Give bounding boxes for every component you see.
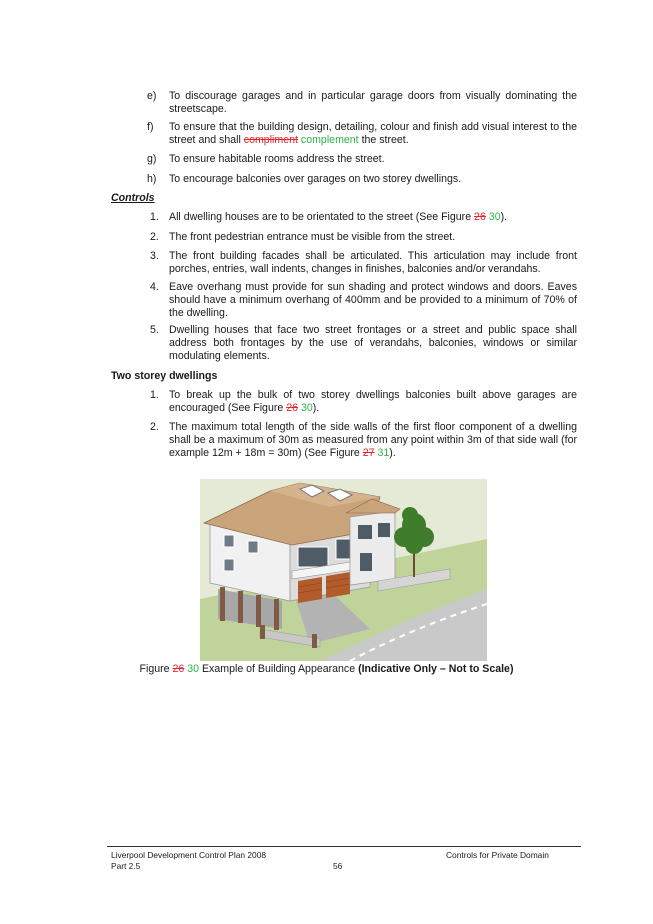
caption-note: (Indicative Only – Not to Scale) [358, 663, 514, 675]
list-marker: 1. [150, 389, 159, 401]
list-marker: 2. [150, 231, 159, 243]
list-marker: 4. [150, 281, 159, 293]
list-item-text: To break up the bulk of two storey dwellings balconies built above garages are encouraged (See Figure 26 30). [169, 389, 577, 415]
inserted-text: 30 [187, 663, 200, 675]
list-item-text: To ensure that the building design, detailing, colour and finish add visual interest to the street and shall compliment complement the street. [169, 121, 577, 147]
list-marker: 5. [150, 324, 159, 336]
inserted-text: 31 [377, 447, 390, 460]
footer-divider [107, 846, 581, 847]
list-marker: e) [147, 90, 157, 102]
two-storey-heading: Two storey dwellings [111, 370, 218, 382]
deleted-text: 26 [172, 663, 185, 675]
list-marker: 2. [150, 421, 159, 433]
list-item-text: To discourage garages and in particular garage doors from visually dominating the streetscape. [169, 90, 577, 116]
list-item-text: The front pedestrian entrance must be visible from the street. [169, 231, 456, 243]
deleted-text: 26 [474, 211, 486, 223]
house-illustration [200, 479, 487, 661]
list-marker: 3. [150, 250, 159, 262]
inserted-text: 30 [488, 211, 501, 223]
list-item-text: The maximum total length of the side walls of the first floor component of a dwelling shall be a maximum of 30m as measured from any point within 3m of that side wall (for example 12m + 18m = 30m) (See Figure 27 31). [169, 421, 577, 460]
list-item-text: To ensure habitable rooms address the street. [169, 153, 385, 165]
list-item-text: The front building facades shall be articulated. This articulation may include front porches, entries, wall indents, changes in finishes, balconies and/or verandahs. [169, 250, 577, 276]
footer-section: Controls for Private Domain [446, 850, 549, 860]
list-item-text: Dwelling houses that face two street frontages or a street and public space shall address both frontages by the use of verandahs, balconies, windows or similar modulating elements. [169, 324, 577, 363]
list-item-text: To encourage balconies over garages on two storey dwellings. [169, 173, 462, 185]
deleted-text: 27 [362, 447, 375, 460]
footer-doc-title: Liverpool Development Control Plan 2008 [111, 850, 267, 860]
list-marker: h) [147, 173, 157, 185]
inserted-text: 30 [300, 402, 313, 415]
figure-caption: Figure 26 30 Example of Building Appearance (Indicative Only – Not to Scale) [139, 663, 514, 675]
house-drawing [200, 479, 487, 661]
list-marker: 1. [150, 211, 159, 223]
controls-heading: Controls [111, 192, 155, 204]
list-marker: g) [147, 153, 157, 165]
footer-part: Part 2.5 [111, 861, 141, 871]
deleted-text: 26 [286, 402, 298, 415]
page-number: 56 [333, 861, 343, 871]
list-marker: f) [147, 121, 154, 133]
inserted-text: complement [300, 134, 359, 147]
deleted-text: compliment [243, 134, 298, 147]
list-item-text: Eave overhang must provide for sun shading and protect windows and doors. Eaves should have a minimum overhang of 400mm and be provided to a minimum of 70% of the dwelling. [169, 281, 577, 320]
list-item-text: All dwelling houses are to be orientated to the street (See Figure 26 30). [169, 211, 508, 223]
